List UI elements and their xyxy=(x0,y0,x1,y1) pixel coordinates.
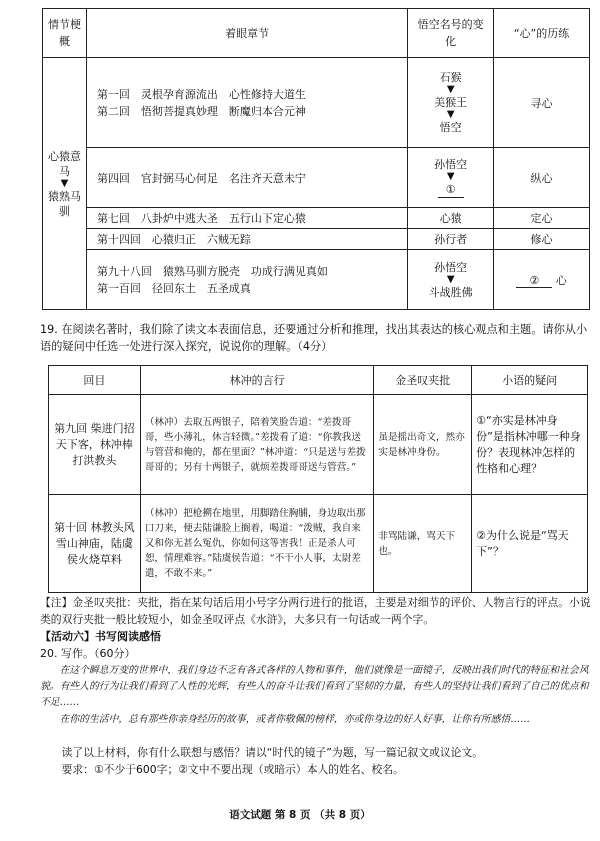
header-names: 悟空名号的变化 xyxy=(408,9,494,58)
page-footer: 语文试题 第 8 页 （共 8 页） xyxy=(229,809,371,821)
name-item: 悟空 xyxy=(439,121,462,134)
name-item: 孙行者 xyxy=(408,229,494,250)
activity-heading: 【活动六】书写阅读感悟 xyxy=(40,630,161,643)
plot-cell xyxy=(43,58,87,310)
header-quote: 林冲的言行 xyxy=(140,366,374,395)
water-margin-table xyxy=(48,365,588,593)
down-arrow-icon: ▼ xyxy=(446,109,455,120)
quote-cell: （林冲）把枪搠在地里，用脚踏住胸脯，身边取出那口刀来，便去陆谦脸上搁着，喝道：“泼贼，我自来又和你无甚么冤仇，你如何这等害我！正是杀人可恕，情理难容。”陆虞侯告道：“不干小人事，太尉差遣，不敢不来。” xyxy=(140,495,374,593)
journey-table-header xyxy=(43,9,590,58)
writing-prompt: 读了以上材料，你有什么联想与感悟？请以“时代的镜子”为题，写一篇记叙文或议论文。 xyxy=(61,746,484,759)
material-paragraph-1: 在这个瞬息万变的世界中，我们身边不乏有各式各样的人物和事件，他们就像是一面镜子，反映出我们时代的特征和社会风貌。有些人的行为让我们看到了人性的光辉，有些人的奋斗让我们看到了坚韧的力量，有些人的坚持让我们看到了自己的优点和不足…… xyxy=(40,665,589,708)
chapter-title: 第一回 灵根孕育源流出 心性修持大道生 xyxy=(96,87,306,101)
chapter-title: 第四回 官封弼马心何足 名注齐天意未宁 xyxy=(86,148,407,208)
xin-cell: 修心 xyxy=(494,229,590,250)
pi-cell: 非骂陆谦，骂天下也。 xyxy=(374,495,472,593)
names-cell xyxy=(408,58,494,148)
xin-cell: 寻心 xyxy=(494,58,590,148)
name-item: 美猴王 xyxy=(434,96,468,109)
name-item: 心猿 xyxy=(408,208,494,229)
names-cell xyxy=(408,250,494,310)
table-row xyxy=(43,250,590,310)
table-row xyxy=(43,148,590,208)
header-huimu: 回目 xyxy=(49,366,141,395)
question-cell: ①“亦实是林冲身份”是指林冲哪一种身份？表现林冲怎样的性格和心理？ xyxy=(472,395,588,495)
quote-cell: （林冲）去取五两银子，陪着笑脸告道：“差拨哥哥，些小薄礼，休言轻微。”差拨看了道：“你教我送与管营和俺的，都在里面？”林冲道：“只是送与差拨哥哥的；另有十两银子，就烦差拨哥哥送与管营。” xyxy=(140,395,374,495)
header-plot: 情节梗概 xyxy=(43,9,87,58)
table-row xyxy=(43,58,590,148)
name-item: 孙悟空 xyxy=(434,260,468,274)
name-item: 石猴 xyxy=(439,71,462,84)
names-cell xyxy=(408,148,494,208)
plot-end: 猿熟马驯 xyxy=(47,189,81,218)
water-margin-header xyxy=(49,366,588,395)
huimu-cell: 第九回 柴进门招天下客，林冲棒打洪教头 xyxy=(49,395,141,495)
xin-suffix: 心 xyxy=(555,273,567,287)
chapter-title: 第七回 八卦炉中逃大圣 五行山下定心猿 xyxy=(86,208,407,229)
xin-cell xyxy=(494,250,590,310)
table-row xyxy=(43,208,590,229)
chapter-title: 第十四回 心猿归正 六贼无踪 xyxy=(86,229,407,250)
question-cell: ②为什么说是“骂天下”？ xyxy=(472,495,588,593)
xin-cell: 定心 xyxy=(494,208,590,229)
header-question: 小语的疑问 xyxy=(472,366,588,395)
chapters-cell xyxy=(86,250,407,310)
name-item: 斗战胜佛 xyxy=(428,285,473,299)
xin-cell: 纵心 xyxy=(494,148,590,208)
answer-blank-1: ① xyxy=(438,182,464,198)
header-chapters: 着眼章节 xyxy=(86,9,407,58)
table-row xyxy=(43,229,590,250)
chapter-title: 第一百回 径回东土 五圣成真 xyxy=(96,281,251,295)
journey-table xyxy=(42,8,590,310)
down-arrow-icon: ▼ xyxy=(446,84,455,95)
down-arrow-icon: ▼ xyxy=(446,171,455,182)
down-arrow-icon: ▼ xyxy=(446,273,455,285)
chapters-cell xyxy=(86,58,407,148)
material-paragraph-2: 在你的生活中，总有那些你亲身经历的故事，或者你敬佩的榜样，亦或你身边的好人好事，让你有所感悟…… xyxy=(59,714,530,725)
question-20: 20. 写作。（60分） xyxy=(40,647,136,660)
plot-start: 心猿意马 xyxy=(47,149,81,178)
pi-cell: 虽是摇出奇文，然亦实是林冲身份。 xyxy=(374,395,472,495)
huimu-cell: 第十回 林教头风雪山神庙，陆虞侯火烧草料 xyxy=(49,495,141,593)
question-19: 19. 在阅读名著时，我们除了读文本表面信息，还要通过分析和推理，找出其表达的核心观点和主题。请你从小语的疑问中任选一处进行深入探究，说说你的理解。（4分） xyxy=(40,323,588,353)
header-xin: “心”的历练 xyxy=(494,9,590,58)
header-pi: 金圣叹夹批 xyxy=(374,366,472,395)
table-row xyxy=(49,395,588,495)
name-item: 孙悟空 xyxy=(434,158,468,171)
writing-requirements: 要求：①不少于600字；②文中不要出现（或暗示）本人的姓名、校名。 xyxy=(61,763,404,776)
table-row xyxy=(49,495,588,593)
chapter-title: 第九十八回 猿熟马驯方脱壳 功成行满见真如 xyxy=(96,264,328,278)
annotation-note: 【注】金圣叹夹批：夹批，指在某句话后用小号字分两行进行的批语，主要是对细节的评价、人物言行的评点。小说类的双行夹批一般比较短小，如金圣叹评点《水浒》，大多只有一句话或一两个字。 xyxy=(40,596,591,626)
chapter-title: 第二回 悟彻菩提真妙理 断魔归本合元神 xyxy=(96,104,306,118)
answer-blank-2: ② xyxy=(516,274,552,288)
down-arrow-icon: ▼ xyxy=(60,177,69,189)
